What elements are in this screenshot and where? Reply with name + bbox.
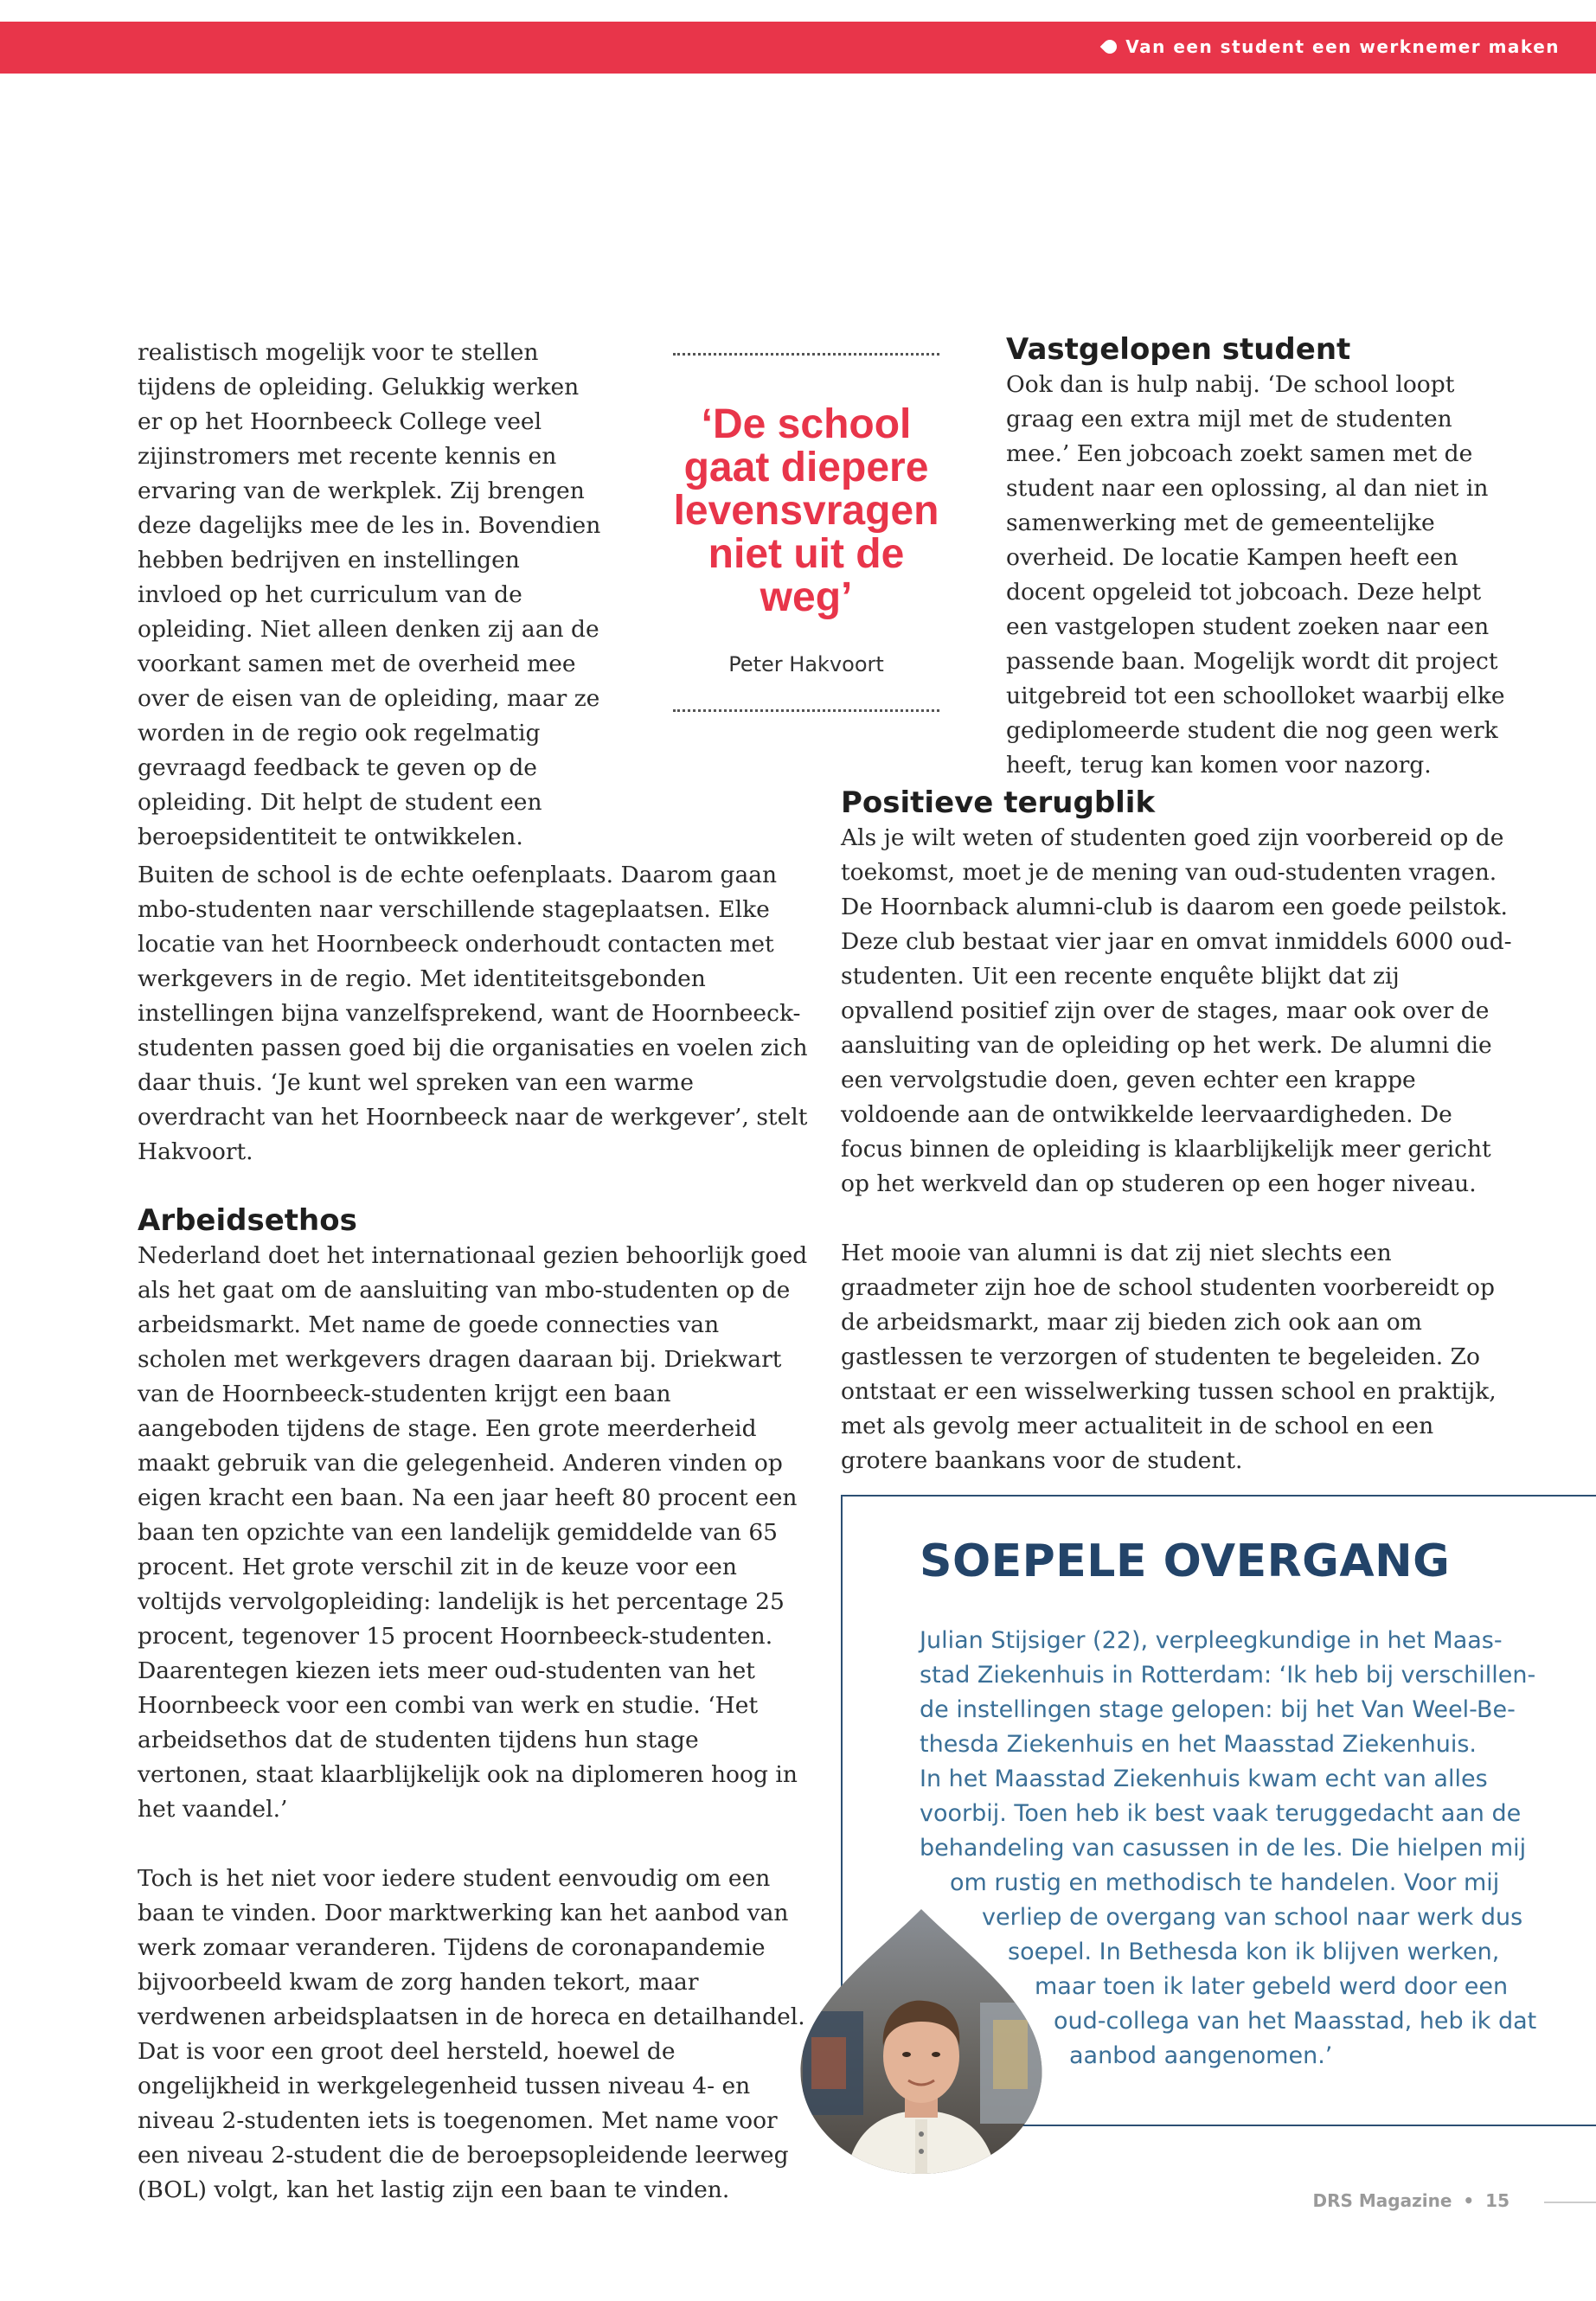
left-paragraph-1: realistisch mogelijk voor te stellen tijdens de opleiding. Gelukkig werken er op het Hoornbeeck College veel zijinstromers met recente kennis en ervaring van de werkplek. Zij brengen deze dagelijks mee de les in. Bovendien hebben bedrijven en instellingen invloed op het curriculum van de opleiding. Niet alleen denken zij aan de voorkant samen met de overheid mee over de eisen van de opleiding, maar ze worden in de regio ook regelmatig gevraagd feedback te geven op de opleiding. Dit helpt de student een beroepsidentiteit te ontwikkelen.	[138, 339, 601, 850]
box-line: aanbod aangenomen.’	[1069, 2042, 1333, 2069]
box-line: de instellingen stage gelopen: bij het Van Weel-Be-	[920, 1696, 1516, 1723]
box-line: In het Maasstad Ziekenhuis kwam echt van alles	[920, 1766, 1488, 1792]
box-line: soepel. In Bethesda kon ik blijven werken,	[1008, 1939, 1500, 1965]
right-main-column	[841, 785, 1516, 1478]
left-intro-column	[138, 336, 605, 855]
footer-separator: •	[1463, 2190, 1475, 2211]
box-title: SOEPELE OVERGANG	[920, 1535, 1451, 1587]
pull-quote-author: Peter Hakvoort	[728, 652, 884, 676]
box-line: stad Ziekenhuis in Rotterdam: ‘Ik heb bij verschillen-	[920, 1662, 1536, 1689]
footer-rule	[1544, 2202, 1596, 2203]
right-paragraph-2: Als je wilt weten of studenten goed zijn voorbereid op de toekomst, moet je de mening van oud-studenten vragen. De Hoornback alumni-club is daarom een goede peilstok. Deze club bestaat vier jaar en omvat inmiddels 6000 oud-studenten. Uit een recente enquête blijkt dat zij opvallend positief zijn over de stages, maar ook over de aansluiting van de opleiding op het werk. De alumni die een vervolgstudie doen, geven echter een krappe voldoende aan de ontwikkelde leervaardigheden. De focus binnen de opleiding is klaarblijkelijk meer gericht op het werkveld dan op studeren op een hoger niveau.	[841, 824, 1512, 1197]
box-line: oud-collega van het Maasstad, heb ik dat	[1054, 2008, 1537, 2035]
right-paragraph-3: Het mooie van alumni is dat zij niet slechts een graadmeter zijn hoe de school studenten voorbereidt op de arbeidsmarkt, maar zij bieden zich ook aan om gastlessen te verzorgen of studenten te begeleiden. Zo ontstaat er een wisselwerking tussen school en praktijk, met als gevolg meer actualiteit in de school en een grotere baankans voor de student.	[841, 1240, 1497, 1474]
heading-arbeidsethos: Arbeidsethos	[138, 1203, 357, 1238]
left-paragraph-3: Nederland doet het internationaal gezien behoorlijk goed als het gaat om de aansluiting van mbo-studenten op de arbeidsmarkt. Met name de goede connecties van scholen met werkgevers dragen daaraan bij. Driekwart van de Hoornbeeck-studenten krijgt een baan aangeboden tijdens de stage. Een grote meerderheid maakt gebruik van die gelegenheid. Anderen vinden op eigen kracht een baan. Na een jaar heeft 80 procent een baan ten opzichte van een landelijk gemiddelde van 65 procent. Het grote verschil zit in de keuze voor een voltijds vervolgopleiding: landelijk is het percentage 25 procent, tegenover 15 procent Hoornbeeck-studenten. Daarentegen kiezen iets meer oud-studenten van het Hoornbeeck voor een combi van werk en studie. ‘Het arbeidsethos dat de studenten tijdens hun stage vertonen, staat klaarblijkelijk ook na diplomeren hoog in het vaandel.’	[138, 1242, 808, 1823]
box-line: verliep de overgang van school naar werk dus	[982, 1904, 1523, 1931]
right-intro-column	[1006, 331, 1516, 783]
left-paragraph-4: Toch is het niet voor iedere student eenvoudig om een baan te vinden. Door marktwerking kan het aanbod van werk zomaar veranderen. Tijdens de coronapandemie bijvoorbeeld kwam de zorg handen tekort, maar verdwenen arbeidsplaatsen in de horeca en detailhandel. Dat is voor een groot deel hersteld, hoewel de ongelijkheid in werkgelegenheid tussen niveau 4- en niveau 2-studenten iets is toegenomen. Met name voor een niveau 2-student die de beroepsopleidende leerweg (BOL) volgt, kan het lastig zijn een baan te vinden.	[138, 1865, 805, 2203]
right-paragraph-1: Ook dan is hulp nabij. ‘De school loopt graag een extra mijl met de studenten mee.’ Een jobcoach zoekt samen met de student naar een oplossing, al dan niet in samenwerking met de gemeentelijke overheid. De locatie Kampen heeft een docent opgeleid tot jobcoach. Deze helpt een vastgelopen student zoeken naar een passende baan. Mogelijk wordt dit project uitgebreid tot een schoolloket waarbij elke gediplomeerde student die nog geen werk heeft, terug kan komen voor nazorg.	[1006, 371, 1505, 779]
section-label	[1103, 36, 1560, 57]
left-main-column	[138, 858, 808, 2208]
page-number: 15	[1485, 2190, 1509, 2211]
page-footer	[1313, 2190, 1509, 2211]
pull-quote-text: ‘De school gaat diepere levensvragen niet uit de weg’	[673, 401, 939, 620]
bullet-icon	[1100, 37, 1120, 57]
magazine-name: DRS Magazine	[1312, 2190, 1452, 2211]
box-line: thesda Ziekenhuis en het Maasstad Ziekenhuis.	[920, 1731, 1477, 1758]
divider	[673, 353, 939, 356]
portrait-photo	[794, 1907, 1048, 2176]
box-line: voorbij. Toen heb ik best vaak teruggedacht aan de	[920, 1800, 1522, 1827]
header-bar	[0, 22, 1596, 74]
divider	[673, 709, 939, 712]
heading-vastgelopen: Vastgelopen student	[1006, 332, 1351, 367]
section-label-text: Van een student een werknemer maken	[1125, 36, 1560, 57]
box-line: Julian Stijsiger (22), verpleegkundige in het Maas-	[920, 1627, 1503, 1654]
box-line: om rustig en methodisch te handelen. Voor mij	[950, 1869, 1500, 1896]
left-paragraph-2: Buiten de school is de echte oefenplaats. Daarom gaan mbo-studenten naar verschillende stageplaatsen. Elke locatie van het Hoornbeeck onderhoudt contacten met werkgevers in de regio. Met identiteitsgebonden instellingen bijna vanzelfsprekend, want de Hoornbeeck-studenten passen goed bij die organisaties en voelen zich daar thuis. ‘Je kunt wel spreken van een warme overdracht van het Hoornbeeck naar de werkgever’, stelt Hakvoort.	[138, 862, 808, 1165]
pull-quote	[673, 353, 939, 712]
box-line: behandeling van casussen in de les. Die hielpen mij	[920, 1835, 1527, 1862]
box-line: maar toen ik later gebeld werd door een	[1035, 1973, 1509, 2000]
heading-positieve: Positieve terugblik	[841, 785, 1156, 820]
